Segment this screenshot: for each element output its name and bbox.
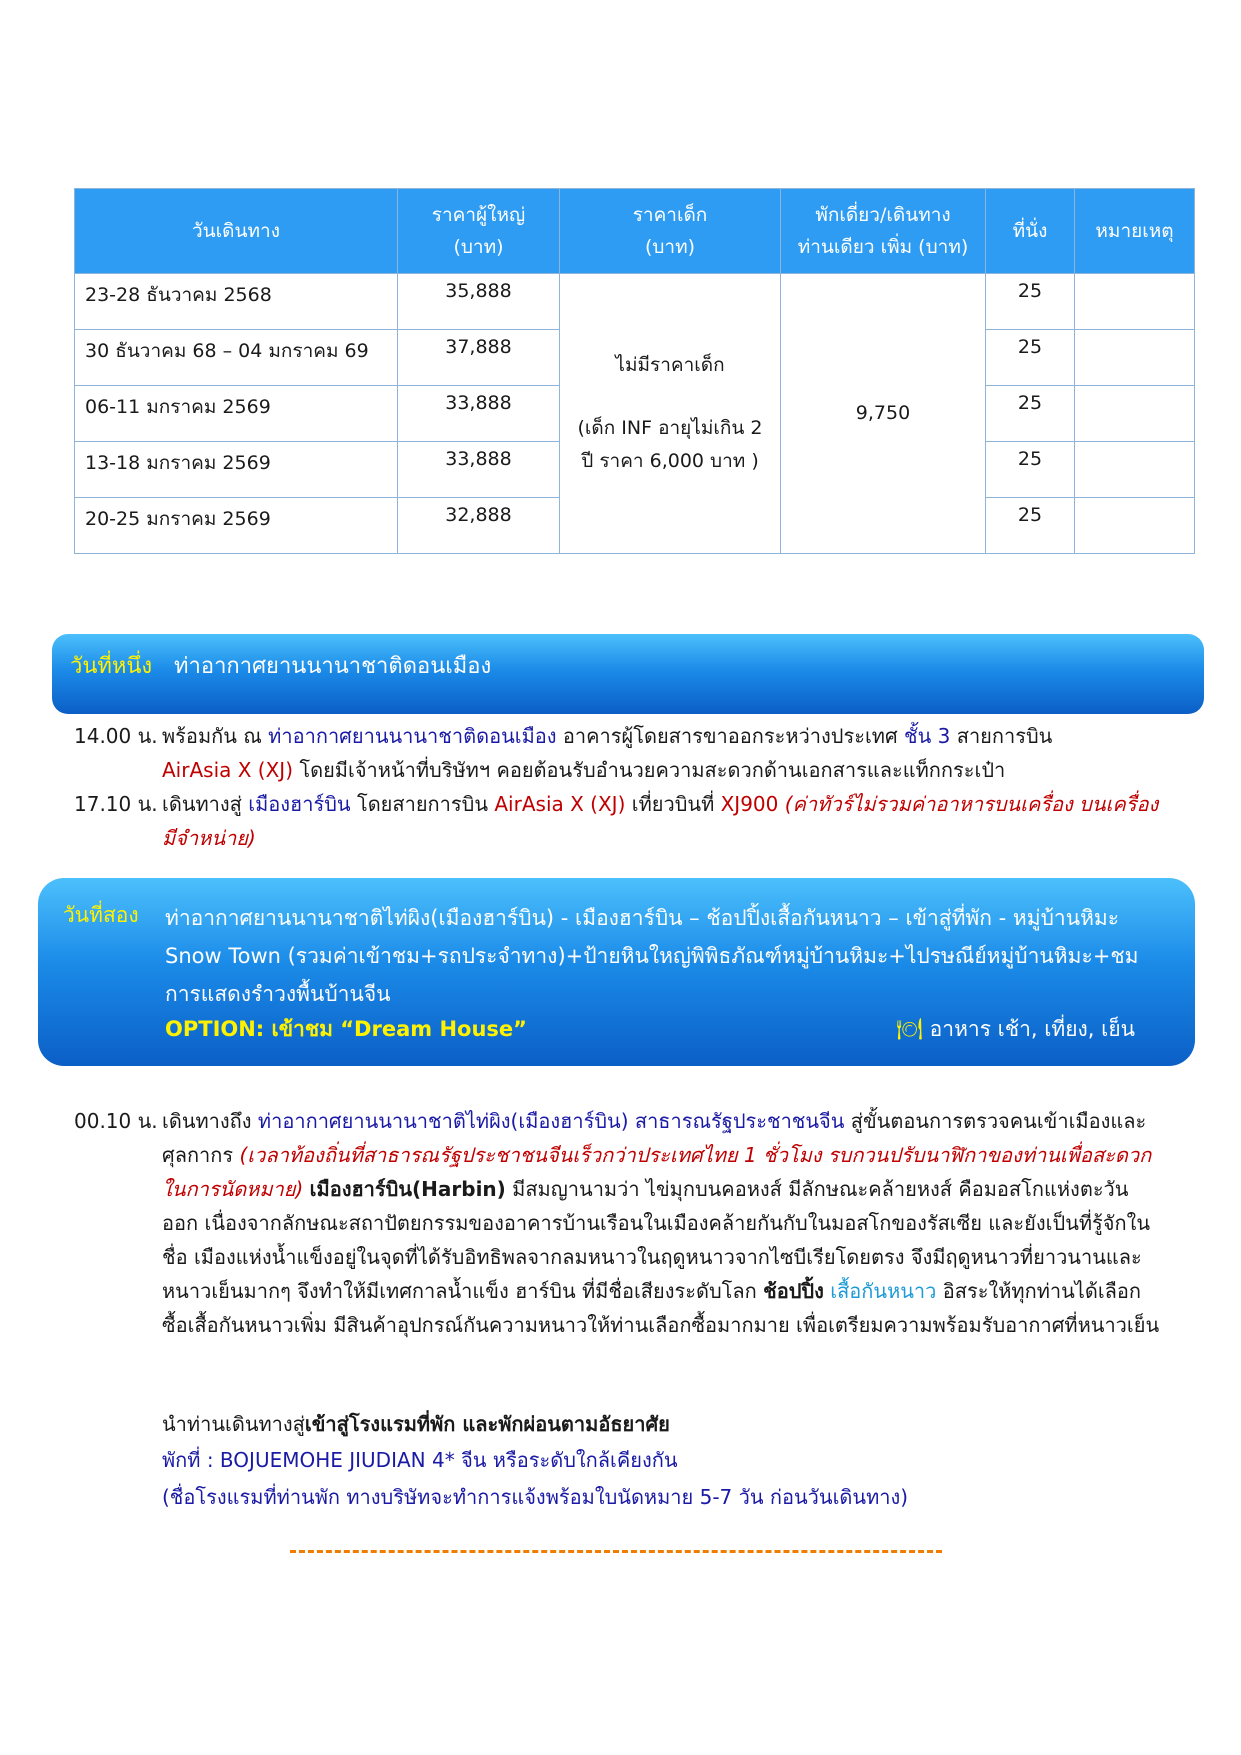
cell-remark <box>1075 442 1195 498</box>
entry-text: เดินทางถึง ท่าอากาศยานนานาชาติไท่ผิง(เมืองฮาร์บิน) สาธารณรัฐประชาชนจีน สู่ขั้นตอนการตรวจคนเข้าเมืองและศุลกากร (เวลาท้องถิ่นที่สาธารณรัฐประชาชนจีนเร็วกว่าประเทศไทย 1 ชั่วโมง รบกวนปรับนาฬิกาของท่านเพื่อสะดวกในการนัดหมาย) เมืองฮาร์บิน(Harbin) มีสมญานามว่า ไข่มุกบนคอหงส์ มีลักษณะคล้ายหงส์ คือมอสโกแห่งตะวันออก เนื่องจากลักษณะสถาปัตยกรรมของอาคารบ้านเรือนในเมืองคล้ายกันกับในมอสโกของรัสเซีย และยังเป็นที่รู้จักในชื่อ เมืองแห่งน้ำแข็งอยู่ในจุดที่ได้รับอิทธิพลจากลมหนาวในฤดูหนาวจากไซบีเรียโดยตรง จึงมีฤดูหนาวที่ยาวนานและหนาวเย็นมากๆ จึงทำให้มีเทศกาลน้ำแข็ง ฮาร์บิน ที่มีชื่อเสียงระดับโลก ช้อปปิ้ง เสื้อกันหนาว อิสระให้ทุกท่านได้เลือกซื้อเสื้อกันหนาวเพิ่ม มีสินค้าอุปกรณ์กันความหนาวให้ท่านเลือกซื้อมากมาย เพื่อเตรียมความพร้อมรับอากาศที่หนาวเย็น <box>162 1109 1160 1337</box>
section-divider <box>290 1550 942 1553</box>
day2-banner <box>38 878 1195 1066</box>
cell-remark <box>1075 330 1195 386</box>
entry-time: 00.10 น. <box>74 1109 158 1133</box>
cell-remark <box>1075 274 1195 330</box>
cell-date: 06-11 มกราคม 2569 <box>75 386 398 442</box>
cell-child-price: ไม่มีราคาเด็ก (เด็ก INF อายุไม่เกิน 2 ปี ราคา 6,000 บาท ) <box>560 274 781 554</box>
meal-icon: 🍽 <box>896 1017 923 1041</box>
day2-title: ท่าอากาศยานนานาชาติไท่ผิง(เมืองฮาร์บิน) - เมืองฮาร์บิน – ช้อปปิ้งเสื้อกันหนาว – เข้าสู่ที่พัก - หมู่บ้านหิมะ Snow Town (รวมค่าเข้าชม+รถประจำทาง)+ป้ายหินใหญ่พิพิธภัณฑ์หมู่บ้านหิมะ+ไปรษณีย์หมู่บ้านหิมะ+ชมการแสดงรำวงพื้นบ้านจีน <box>165 906 1139 1006</box>
cell-seats: 25 <box>986 330 1075 386</box>
cell-adult-price: 35,888 <box>398 274 560 330</box>
hotel-intro: นำท่านเดินทางสู่เข้าสู่โรงแรมที่พัก และพักผ่อนตามอัธยาศัย <box>162 1412 670 1436</box>
cell-date: 30 ธันวาคม 68 – 04 มกราคม 69 <box>75 330 398 386</box>
cell-seats: 25 <box>986 274 1075 330</box>
day1-banner <box>52 634 1204 714</box>
cell-remark <box>1075 498 1195 554</box>
entry-time: 17.10 น. <box>74 792 158 816</box>
entry-text: เดินทางสู่ เมืองฮาร์บิน โดยสายการบิน AirAsia X (XJ) เที่ยวบินที่ XJ900 (ค่าทัวร์ไม่รวมค่าอาหารบนเครื่อง บนเครื่องมีจำหน่าย) <box>162 792 1159 850</box>
header-date: วันเดินทาง <box>75 189 398 274</box>
header-remark: หมายเหตุ <box>1075 189 1195 274</box>
day2-option: OPTION: เข้าชม “Dream House” <box>165 1017 527 1041</box>
day1-title: ท่าอากาศยานนานาชาติดอนเมือง <box>174 654 492 679</box>
table-header-row <box>75 189 1195 274</box>
price-table <box>74 188 1195 554</box>
cell-date: 23-28 ธันวาคม 2568 <box>75 274 398 330</box>
day1-label: วันที่หนึ่ง <box>70 654 153 679</box>
cell-date: 13-18 มกราคม 2569 <box>75 442 398 498</box>
day2-label: วันที่สอง <box>63 903 139 927</box>
header-single-supplement: พักเดี่ยว/เดินทาง ท่านเดียว เพิ่ม (บาท) <box>781 189 986 274</box>
header-adult-price: ราคาผู้ใหญ่ (บาท) <box>398 189 560 274</box>
table-row <box>75 274 1195 330</box>
cell-remark <box>1075 386 1195 442</box>
hotel-note: (ชื่อโรงแรมที่ท่านพัก ทางบริษัทจะทำการแจ้งพร้อมใบนัดหมาย 5-7 วัน ก่อนวันเดินทาง) <box>162 1485 909 1509</box>
header-child-price: ราคาเด็ก (บาท) <box>560 189 781 274</box>
cell-adult-price: 32,888 <box>398 498 560 554</box>
hotel-name: พักที่ : BOJUEMOHE JIUDIAN 4* จีน หรือระดับใกล้เคียงกัน <box>162 1448 678 1472</box>
cell-seats: 25 <box>986 498 1075 554</box>
cell-adult-price: 37,888 <box>398 330 560 386</box>
cell-date: 20-25 มกราคม 2569 <box>75 498 398 554</box>
cell-adult-price: 33,888 <box>398 386 560 442</box>
cell-seats: 25 <box>986 386 1075 442</box>
entry-time: 14.00 น. <box>74 724 158 748</box>
cell-adult-price: 33,888 <box>398 442 560 498</box>
day2-meals: 🍽 อาหาร เช้า, เที่ยง, เย็น <box>896 1017 1135 1041</box>
header-seats: ที่นั่ง <box>986 189 1075 274</box>
entry-text: พร้อมกัน ณ ท่าอากาศยานนานาชาติดอนเมือง อาคารผู้โดยสารขาออกระหว่างประเทศ ชั้น 3 สายการบิน AirAsia X (XJ) โดยมีเจ้าหน้าที่บริษัทฯ คอยต้อนรับอำนวยความสะดวกด้านเอกสารและแท็กกระเป๋า <box>162 724 1053 782</box>
cell-single-supplement: 9,750 <box>781 274 986 554</box>
cell-seats: 25 <box>986 442 1075 498</box>
